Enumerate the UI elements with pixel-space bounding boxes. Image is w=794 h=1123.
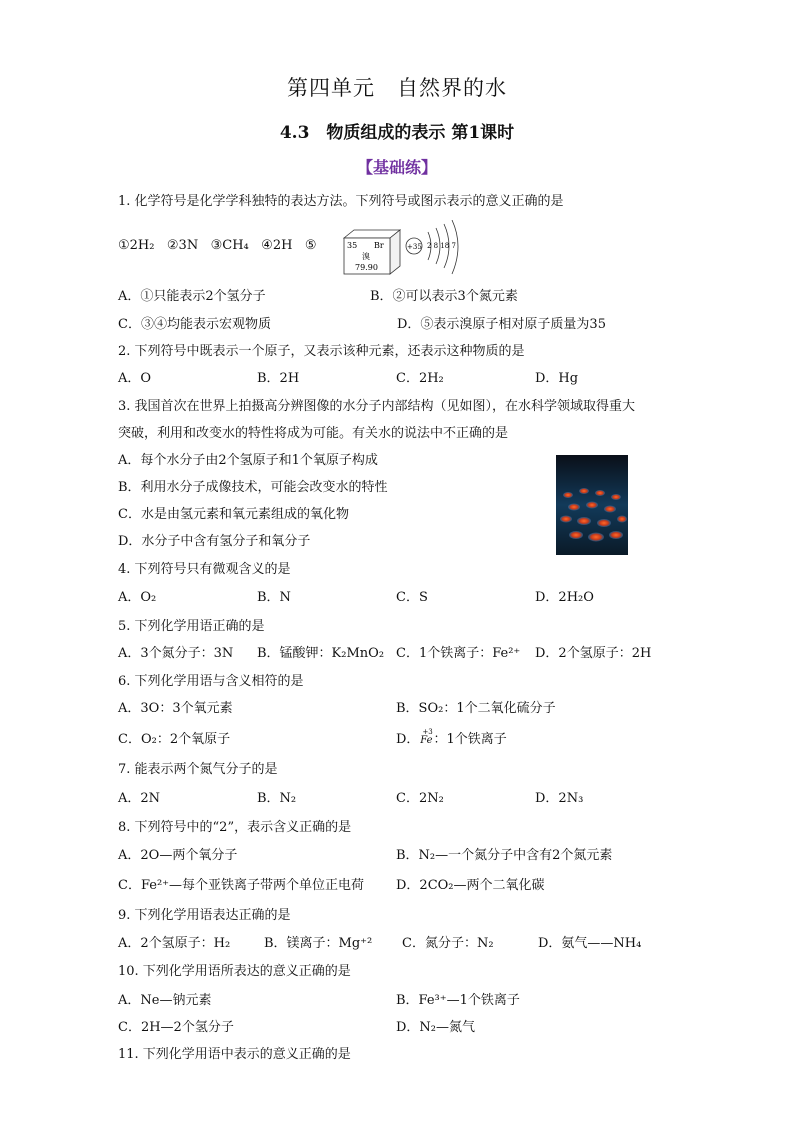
- q5-option-c: C．1个铁离子：Fe²⁺: [396, 646, 521, 661]
- q8-option-c: C．Fe²⁺—每个亚铁离子带两个单位正电荷: [118, 878, 365, 893]
- q5-option-b: B．锰酸钾：K₂MnO₂: [257, 646, 385, 661]
- q1-symbol-5: ⑤: [304, 238, 317, 253]
- element-name: 溴: [362, 252, 370, 261]
- q3-stem-line-2: 突破，利用和改变水的特性将成为可能。有关水的说法中不正确的是: [118, 426, 509, 441]
- q6-option-d-prefix: D．: [396, 732, 420, 747]
- q7-option-d: D．2N₃: [535, 791, 584, 806]
- q1-option-d: D．⑤表示溴原子相对原子质量为35: [397, 317, 606, 332]
- element-number: 35: [347, 241, 358, 250]
- q6-option-d-formula: [419, 728, 433, 750]
- lesson-title: 4.3 物质组成的表示 第1课时: [279, 123, 515, 143]
- q3-option-a: A．每个水分子由2个氢原子和1个氧原子构成: [118, 453, 378, 468]
- q5-option-d: D．2个氢原子：2H: [535, 646, 652, 661]
- q5-option-a: A．3个氮分子：3N: [118, 646, 234, 661]
- q5-stem: 5. 下列化学用语正确的是: [118, 619, 265, 634]
- q1-option-a: A．①只能表示2个氢分子: [118, 289, 266, 304]
- element-symbol: Br: [374, 241, 384, 250]
- q10-stem: 10. 下列化学用语所表达的意义正确的是: [118, 964, 351, 979]
- unit-title: 第四单元 自然界的水: [287, 76, 507, 100]
- q9-option-c: C．氮分子：N₂: [402, 936, 494, 951]
- q6-option-c: C．O₂：2个氧原子: [118, 732, 231, 747]
- q2-option-c: C．2H₂: [396, 371, 444, 386]
- q10-option-a: A．Ne—钠元素: [118, 993, 212, 1008]
- q10-option-b: B．Fe³⁺—1个铁离子: [396, 993, 520, 1008]
- q7-stem: 7. 能表示两个氮气分子的是: [118, 762, 278, 777]
- q4-option-b: B．N: [257, 590, 291, 605]
- element-cell-diagram: [342, 228, 402, 276]
- q9-option-d: D．氨气——NH₄: [538, 936, 642, 951]
- q2-option-a: A．O: [118, 371, 152, 386]
- water-molecule-image-art: [556, 455, 628, 555]
- q4-option-d: D．2H₂O: [535, 590, 594, 605]
- q3-option-b: B．利用水分子成像技术，可能会改变水的特性: [118, 480, 388, 495]
- q7-option-b: B．N₂: [257, 791, 297, 806]
- water-molecule-image: [556, 455, 628, 555]
- q7-option-c: C．2N₂: [396, 791, 444, 806]
- q2-option-d: D．Hg: [535, 371, 579, 386]
- q9-option-a: A．2个氢原子：H₂: [118, 936, 231, 951]
- q1-symbol-1: ①2H₂: [118, 238, 155, 253]
- nucleus-charge: +35: [407, 243, 422, 251]
- q8-option-d: D．2CO₂—两个二氧化碳: [396, 878, 545, 893]
- q6-option-d: [396, 728, 507, 750]
- q6-option-d-charge: +3: [422, 728, 433, 736]
- q6-option-d-symbol: Fe: [420, 735, 433, 746]
- q3-option-c: C．水是由氢元素和氧元素组成的氧化物: [118, 507, 349, 522]
- q7-option-a: A．2N: [118, 791, 161, 806]
- electron-shells: 2 8 18 7: [427, 242, 456, 250]
- q4-option-a: A．O₂: [118, 590, 157, 605]
- q3-option-d: D．水分子中含有氢分子和氧分子: [118, 534, 311, 549]
- q1-option-c: C．③④均能表示宏观物质: [118, 317, 271, 332]
- q6-stem: 6. 下列化学用语与含义相符的是: [118, 674, 304, 689]
- q8-stem: 8. 下列符号中的“2”，表示含义正确的是: [118, 820, 352, 835]
- q6-option-d-text: ：1个铁离子: [433, 732, 507, 747]
- q1-symbol-3: ③CH₄: [210, 238, 249, 253]
- q3-stem-line-1: 3. 我国首次在世界上拍摄高分辨图像的水分子内部结构（见如图），在水科学领域取得重大: [118, 399, 636, 414]
- q8-option-a: A．2O—两个氧分子: [118, 848, 238, 863]
- atom-structure-diagram: [402, 220, 468, 276]
- element-mass: 79.90: [355, 263, 378, 272]
- q1-option-b: B．②可以表示3个氮元素: [370, 289, 518, 304]
- q11-stem: 11. 下列化学用语中表示的意义正确的是: [118, 1047, 351, 1062]
- q1-stem: 1. 化学符号是化学学科独特的表达方法。下列符号或图示表示的意义正确的是: [118, 194, 564, 209]
- section-tag: 【基础练】: [356, 158, 437, 177]
- q9-stem: 9. 下列化学用语表达正确的是: [118, 908, 291, 923]
- q8-option-b: B．N₂—一个氮分子中含有2个氮元素: [396, 848, 613, 863]
- q1-symbols: [118, 238, 317, 253]
- q4-stem: 4. 下列符号只有微观含义的是: [118, 562, 291, 577]
- q10-option-c: C．2H—2个氢分子: [118, 1020, 234, 1035]
- q2-option-b: B．2H: [257, 371, 300, 386]
- q1-symbol-4: ④2H: [261, 238, 293, 253]
- q2-stem: 2. 下列符号中既表示一个原子，又表示该种元素，还表示这种物质的是: [118, 344, 525, 359]
- q9-option-b: B．镁离子：Mg⁺²: [264, 936, 373, 951]
- q6-option-b: B．SO₂：1个二氧化硫分子: [396, 701, 556, 716]
- q10-option-d: D．N₂—氮气: [396, 1020, 476, 1035]
- q1-symbol-2: ②3N: [166, 238, 199, 253]
- q6-option-a: A．3O：3个氧元素: [118, 701, 233, 716]
- q4-option-c: C．S: [396, 590, 428, 605]
